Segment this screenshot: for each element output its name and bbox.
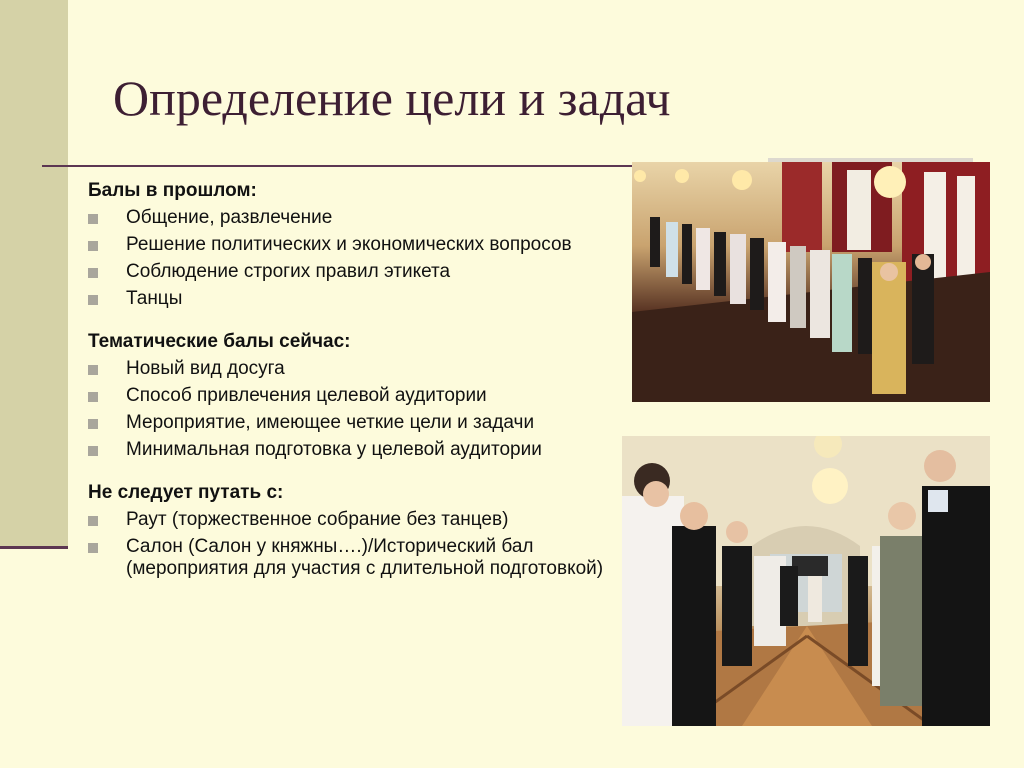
bullet-item (88, 207, 608, 229)
section-heading: Тематические балы сейчас: (88, 331, 351, 352)
section-heading: Балы в прошлом: (88, 180, 257, 201)
section-heading: Не следует путать с: (88, 482, 284, 503)
section-past-balls (88, 180, 608, 310)
bullet-text: Общение, развлечение (126, 207, 333, 228)
bullet-text: Мероприятие, имеющее четкие цели и задачи (126, 412, 535, 433)
bullet-text: Раут (торжественное собрание без танцев) (126, 509, 509, 530)
square-bullet-icon (88, 365, 98, 375)
bullet-list (88, 207, 608, 310)
bullet-text: Минимальная подготовка у целевой аудитории (126, 439, 542, 460)
square-bullet-icon (88, 214, 98, 224)
square-bullet-icon (88, 241, 98, 251)
bullet-text: Новый вид досуга (126, 358, 285, 379)
bullet-item (88, 288, 608, 310)
ballroom-scene (632, 162, 990, 402)
slide-content (88, 180, 608, 601)
bullet-item (88, 234, 608, 256)
square-bullet-icon (88, 419, 98, 429)
square-bullet-icon (88, 392, 98, 402)
bullet-item (88, 509, 608, 531)
bullet-text: Решение политических и экономических вопросов (126, 234, 572, 255)
square-bullet-icon (88, 543, 98, 553)
section-do-not-confuse (88, 482, 608, 580)
bullet-item (88, 536, 608, 580)
square-bullet-icon (88, 268, 98, 278)
ballroom-dance-photo (632, 162, 990, 402)
bullet-item (88, 358, 608, 380)
square-bullet-icon (88, 446, 98, 456)
side-band (0, 0, 68, 548)
slide-title: Определение цели и задач (113, 70, 671, 126)
hall-scene (622, 436, 990, 726)
square-bullet-icon (88, 295, 98, 305)
bullet-item (88, 412, 608, 434)
section-themed-balls (88, 331, 608, 461)
side-band-rule (0, 546, 68, 549)
bullet-item (88, 439, 608, 461)
bullet-text: Способ привлечения целевой аудитории (126, 385, 487, 406)
square-bullet-icon (88, 516, 98, 526)
bullet-text: Танцы (126, 288, 183, 309)
bullet-text: Соблюдение строгих правил этикета (126, 261, 451, 282)
bullet-item (88, 385, 608, 407)
bullet-list (88, 358, 608, 461)
bullet-text: Салон (Салон у княжны….)/Исторический бал (мероприятия для участия с длительной подготовкой) (126, 536, 604, 579)
bullet-list (88, 509, 608, 580)
hall-guests-photo (622, 436, 990, 726)
title-divider (42, 165, 632, 167)
bullet-item (88, 261, 608, 283)
